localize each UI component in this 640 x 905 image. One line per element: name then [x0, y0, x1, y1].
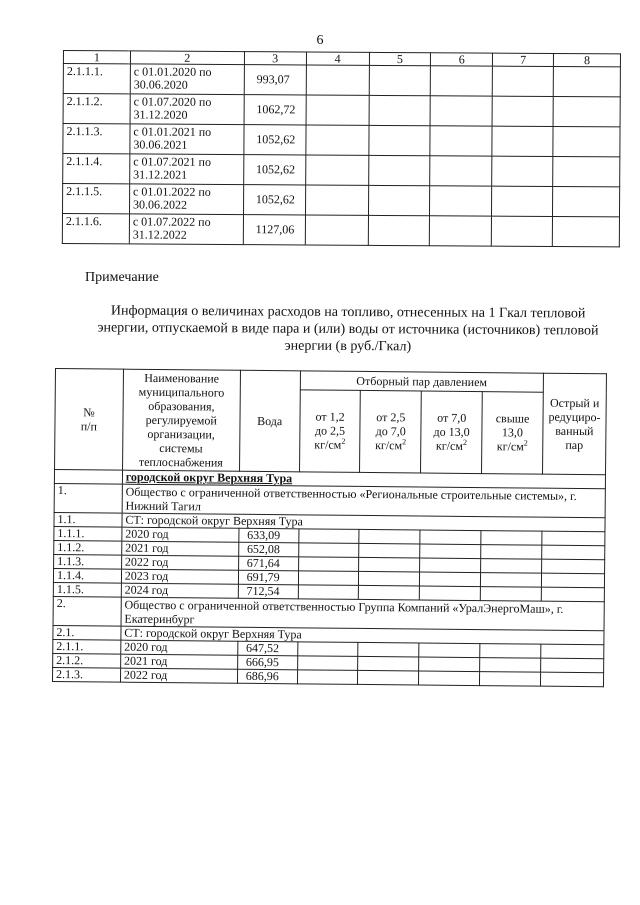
empty-cell [492, 216, 553, 246]
header-name: Наименование муниципального образования, регулируемой организации, системы теплоснабжения [122, 369, 240, 471]
org-number: 2. [53, 596, 121, 626]
column-number: 4 [306, 52, 369, 65]
empty-cell [480, 573, 541, 588]
empty-cell [481, 531, 542, 546]
row-value: 993,07 [244, 65, 306, 95]
row-number: 1.1.3. [54, 554, 122, 569]
row-number: 2.1.1.1. [63, 64, 130, 94]
empty-cell [359, 557, 420, 572]
empty-cell [297, 656, 358, 671]
page-number: 6 [316, 33, 324, 48]
row-year: 2023 год [121, 569, 238, 584]
empty-cell [368, 215, 430, 245]
empty-cell [481, 545, 542, 560]
row-period: с 01.01.2022 по 30.06.2022 [129, 184, 243, 215]
row-value: 1052,62 [243, 185, 305, 215]
table-row [63, 154, 620, 187]
empty-cell [480, 587, 541, 602]
empty-cell [492, 186, 553, 216]
empty-cell [480, 644, 541, 659]
empty-cell [305, 215, 368, 245]
table-row [63, 94, 620, 127]
empty-cell [359, 529, 420, 544]
info-title: Информация о величинах расходов на топливо, отнесенных на 1 Гкал тепловой энергии, отпускаемой в виде пара и (или) воды от источника (источников) тепловой энергии (в руб./Гкал) [97, 303, 599, 355]
header-pressure-4: свыше 13,0 $кг/см^2$ [482, 391, 544, 474]
empty-cell [430, 96, 492, 126]
table-row [63, 124, 620, 157]
row-number: 2.1.1. [53, 639, 121, 654]
empty-cell [430, 216, 492, 246]
empty-cell [553, 66, 620, 96]
header-pressure-3: от 7,0 до 13,0 $кг/см^2$ [421, 391, 483, 474]
row-number: 1.1.4. [53, 568, 121, 583]
empty-cell [541, 644, 604, 659]
empty-cell [297, 670, 358, 685]
empty-cell [430, 126, 492, 156]
column-number: 6 [431, 53, 493, 66]
header-steam-group: Отборный пар давлением [300, 371, 544, 392]
row-value: 1062,72 [244, 95, 306, 125]
row-value: 1127,06 [243, 215, 305, 245]
empty-cell [540, 672, 603, 687]
empty-cell [541, 587, 604, 602]
row-period: с 01.07.2022 по 31.12.2022 [129, 214, 243, 245]
empty-cell [368, 155, 430, 185]
empty-cell [306, 125, 369, 155]
row-water-value: 647,52 [237, 641, 297, 656]
empty-cell [481, 559, 542, 574]
column-number: 7 [493, 53, 554, 66]
row-year: 2024 год [121, 583, 238, 598]
row-number: 2.1.1.4. [63, 154, 130, 184]
row-year: 2021 год [120, 654, 237, 669]
row-value: 1052,62 [244, 125, 306, 155]
empty-cell [368, 185, 430, 215]
empty-cell [492, 96, 553, 126]
empty-cell [306, 65, 369, 95]
row-number: 1.1.5. [53, 582, 121, 597]
empty-cell [553, 96, 620, 126]
row-number: 2.1.1.5. [63, 184, 130, 214]
district-name: городской округ Верхняя Тура [122, 470, 605, 489]
table-row [63, 64, 620, 97]
org-name: Общество с ограниченной ответственностью «Региональные строительные системы», г. Нижний Тагил [122, 484, 605, 518]
empty-cell [541, 573, 604, 588]
empty-cell [306, 95, 369, 125]
empty-cell [553, 186, 620, 216]
empty-cell [420, 558, 481, 573]
table-continuation [62, 50, 621, 247]
empty-cell [298, 543, 359, 558]
empty-cell [298, 557, 359, 572]
empty-cell [359, 543, 420, 558]
empty-cell [305, 185, 368, 215]
empty-cell [305, 155, 368, 185]
empty-cell [553, 126, 620, 156]
empty-cell [358, 670, 419, 685]
column-number: 8 [554, 53, 621, 66]
empty-cell [431, 66, 493, 96]
row-period: с 01.01.2021 по 30.06.2021 [130, 124, 244, 155]
column-number: 2 [130, 51, 244, 65]
empty-cell [420, 572, 481, 587]
row-number: 1.1.1. [54, 526, 122, 541]
empty-cell [298, 529, 359, 544]
row-number: 2.1.1.2. [63, 94, 130, 124]
row-year: 2022 год [120, 668, 237, 683]
empty-cell [420, 586, 481, 601]
row-year: 2020 год [122, 527, 239, 542]
header-water: Вода [239, 370, 300, 472]
column-number: 1 [63, 51, 130, 64]
row-water-value: 666,95 [237, 655, 297, 670]
row-year: 2021 год [122, 541, 239, 556]
empty-cell [420, 530, 481, 545]
header-pressure-2: от 2,5 до 7,0 $кг/см^2$ [360, 390, 422, 473]
row-period: с 01.07.2020 по 31.12.2020 [130, 94, 244, 125]
empty-cell [419, 643, 480, 658]
header-pressure-1: от 1,2 до 2,5 $кг/см^2$ [299, 390, 361, 473]
table-row [62, 214, 619, 247]
empty-cell [552, 216, 619, 246]
empty-cell [369, 95, 431, 125]
row-year: 2022 год [121, 555, 238, 570]
row-number: 2.1.1.3. [63, 124, 130, 154]
empty-cell [368, 125, 430, 155]
row-number: 1.1.2. [54, 540, 122, 555]
fuel-cost-table [52, 368, 607, 687]
empty-cell [480, 658, 541, 673]
empty-cell [297, 642, 358, 657]
empty-cell [298, 585, 359, 600]
row-number: 2.1.2. [53, 653, 121, 668]
row-period: с 01.01.2020 по 30.06.2020 [130, 64, 244, 95]
row-water-value: 712,54 [238, 584, 298, 599]
empty-cell [553, 156, 620, 186]
row-period: с 01.07.2021 по 31.12.2021 [130, 154, 244, 185]
system-number: 2.1. [53, 625, 121, 640]
column-number: 5 [369, 52, 431, 65]
note-heading: Примечание [85, 270, 159, 285]
row-water-value: 633,09 [239, 528, 299, 543]
empty-cell [359, 585, 420, 600]
row-value: 1052,62 [243, 155, 305, 185]
table-row [63, 184, 620, 217]
empty-cell [369, 65, 431, 95]
empty-cell [419, 671, 480, 686]
row-water-value: 671,64 [238, 556, 298, 571]
empty-cell [358, 656, 419, 671]
row-number: 2.1.1.6. [62, 214, 129, 244]
empty-cell [358, 642, 419, 657]
empty-cell [430, 186, 492, 216]
column-number: 3 [244, 52, 306, 65]
empty-cell [542, 531, 605, 546]
header-number: № п/п [55, 369, 124, 471]
org-number: 1. [54, 483, 122, 513]
header-sharp-steam: Острый и редуциро-ванный пар [542, 373, 606, 475]
empty-cell [420, 544, 481, 559]
empty-cell [480, 672, 541, 687]
system-name: СТ: городской округ Верхняя Тура [121, 626, 604, 645]
empty-cell [542, 559, 605, 574]
empty-cell [359, 571, 420, 586]
row-water-value: 686,96 [237, 669, 297, 684]
row-water-value: 652,08 [238, 542, 298, 557]
org-name: Общество с ограниченной ответственностью Группа Компаний «УралЭнергоМаш», г. Екатеринбург [121, 597, 604, 631]
row-water-value: 691,79 [238, 570, 298, 585]
row-number: 2.1.3. [52, 667, 120, 682]
empty-cell [298, 571, 359, 586]
empty-cell [430, 156, 492, 186]
empty-cell [492, 66, 553, 96]
system-name: СТ: городской округ Верхняя Тура [122, 513, 605, 532]
empty-cell [541, 658, 604, 673]
empty-cell [492, 126, 553, 156]
empty-cell [542, 545, 605, 560]
system-number: 1.1. [54, 512, 122, 527]
empty-cell [419, 657, 480, 672]
empty-cell [492, 156, 553, 186]
row-year: 2020 год [121, 640, 238, 655]
